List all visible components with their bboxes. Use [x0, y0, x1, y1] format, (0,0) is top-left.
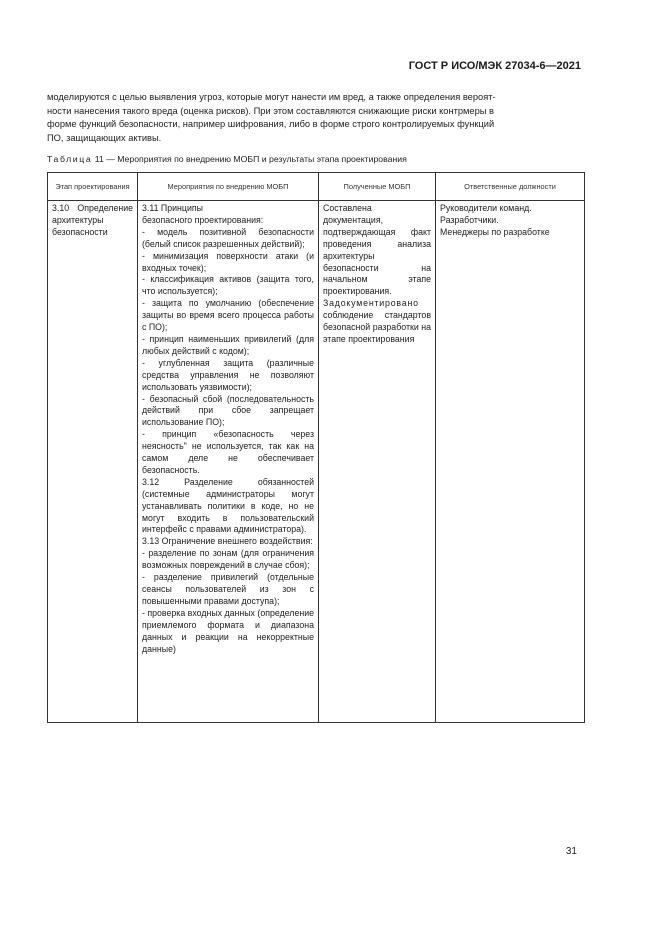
- activity-item: 3.12 Разделение обязанностей (системные администраторы могут устанавливать политики в коде, но не могут входить в пользовательский интерфейс с правами администратора).: [142, 476, 314, 535]
- table-caption: [47, 154, 407, 164]
- activity-item: 3.11 Принципы: [142, 203, 203, 213]
- intro-line: ности нанесения такого вреда (оценка рисков). При этом составляются снижающие риски контрмеры в: [47, 105, 494, 116]
- table-header-row: [48, 173, 585, 201]
- activity-item: - углубленная защита (различные средства управления не позволяют использовать уязвимости);: [142, 357, 314, 392]
- results-text-1: Составлена документация, подтверждающая факт проведения анализа архитектуры безопасности на начальном этапе проектирования.: [323, 203, 431, 297]
- table-row: [48, 201, 585, 723]
- role-item: Разработчики.: [440, 214, 499, 225]
- standard-header: ГОСТ Р ИСО/МЭК 27034-6—2021: [408, 60, 581, 72]
- activity-item: - принцип наименьших привилегий (для любых действий с кодом);: [142, 333, 314, 356]
- activity-item: безопасного проектирования:: [142, 214, 264, 225]
- intro-line: ПО, защищающих активы.: [47, 132, 162, 143]
- cell-results: [319, 201, 436, 723]
- activity-item: - принцип «безопасность через неясность" не используется, так как на самом деле не обеспечивает безопасность.: [142, 429, 314, 475]
- role-item: Руководители команд.: [440, 203, 532, 213]
- activity-item: - минимизация поверхности атаки (и входных точек);: [142, 250, 314, 273]
- header-stage: Этап проектирования: [48, 173, 138, 201]
- header-activities: Мероприятия по внедрению МОБП: [138, 173, 319, 201]
- role-item: Менеджеры по разработке: [440, 226, 550, 237]
- cell-stage: 3.10 Определение архитектуры безопасности: [48, 201, 138, 723]
- activity-item: - защита по умолчанию (обеспечение защиты во время всего процесса работы с ПО);: [142, 298, 314, 333]
- intro-paragraph: [47, 91, 584, 145]
- activity-item: - проверка входных данных (определение приемлемого формата и диапазона данных и реакции на некорректные данные): [142, 607, 314, 654]
- activity-item: 3.13 Ограничение внешнего воздействия:: [142, 536, 313, 547]
- intro-line: моделируются с целью выявления угроз, которые могут нанести им вред, а также определения вероят-: [47, 92, 496, 102]
- table-caption-label: Таблица: [47, 154, 93, 164]
- measures-table: [47, 172, 585, 723]
- results-documented-word: Задокументировано: [323, 298, 419, 309]
- table-caption-text: 11 — Мероприятия по внедрению МОБП и результаты этапа проектирования: [94, 154, 407, 164]
- intro-line: форме функций безопасности, например шифрования, либо в форме строго контролируемых функций: [47, 119, 495, 130]
- page-number: 31: [565, 846, 577, 857]
- activity-item: - безопасный сбой (последовательность действий при сбое запрещает использование ПО);: [142, 393, 314, 428]
- activity-item: - классификация активов (защита того, что используется);: [142, 274, 314, 297]
- results-text-2: соблюдение стандартов безопасной разработки на этапе проектирования: [323, 310, 431, 344]
- header-results: Полученные МОБП: [319, 173, 436, 201]
- header-roles: Ответственные должности: [436, 173, 585, 201]
- activity-item: - модель позитивной безопасности (белый список разрешенных действий);: [142, 226, 314, 249]
- activity-item: - разделение привилегий (отдельные сеансы пользователей из зон с повышенными правами доступа);: [142, 572, 314, 606]
- activity-item: - разделение по зонам (для ограничения возможных повреждений в случае сбоя);: [142, 548, 314, 571]
- cell-roles: [436, 201, 585, 723]
- cell-activities: [138, 201, 319, 723]
